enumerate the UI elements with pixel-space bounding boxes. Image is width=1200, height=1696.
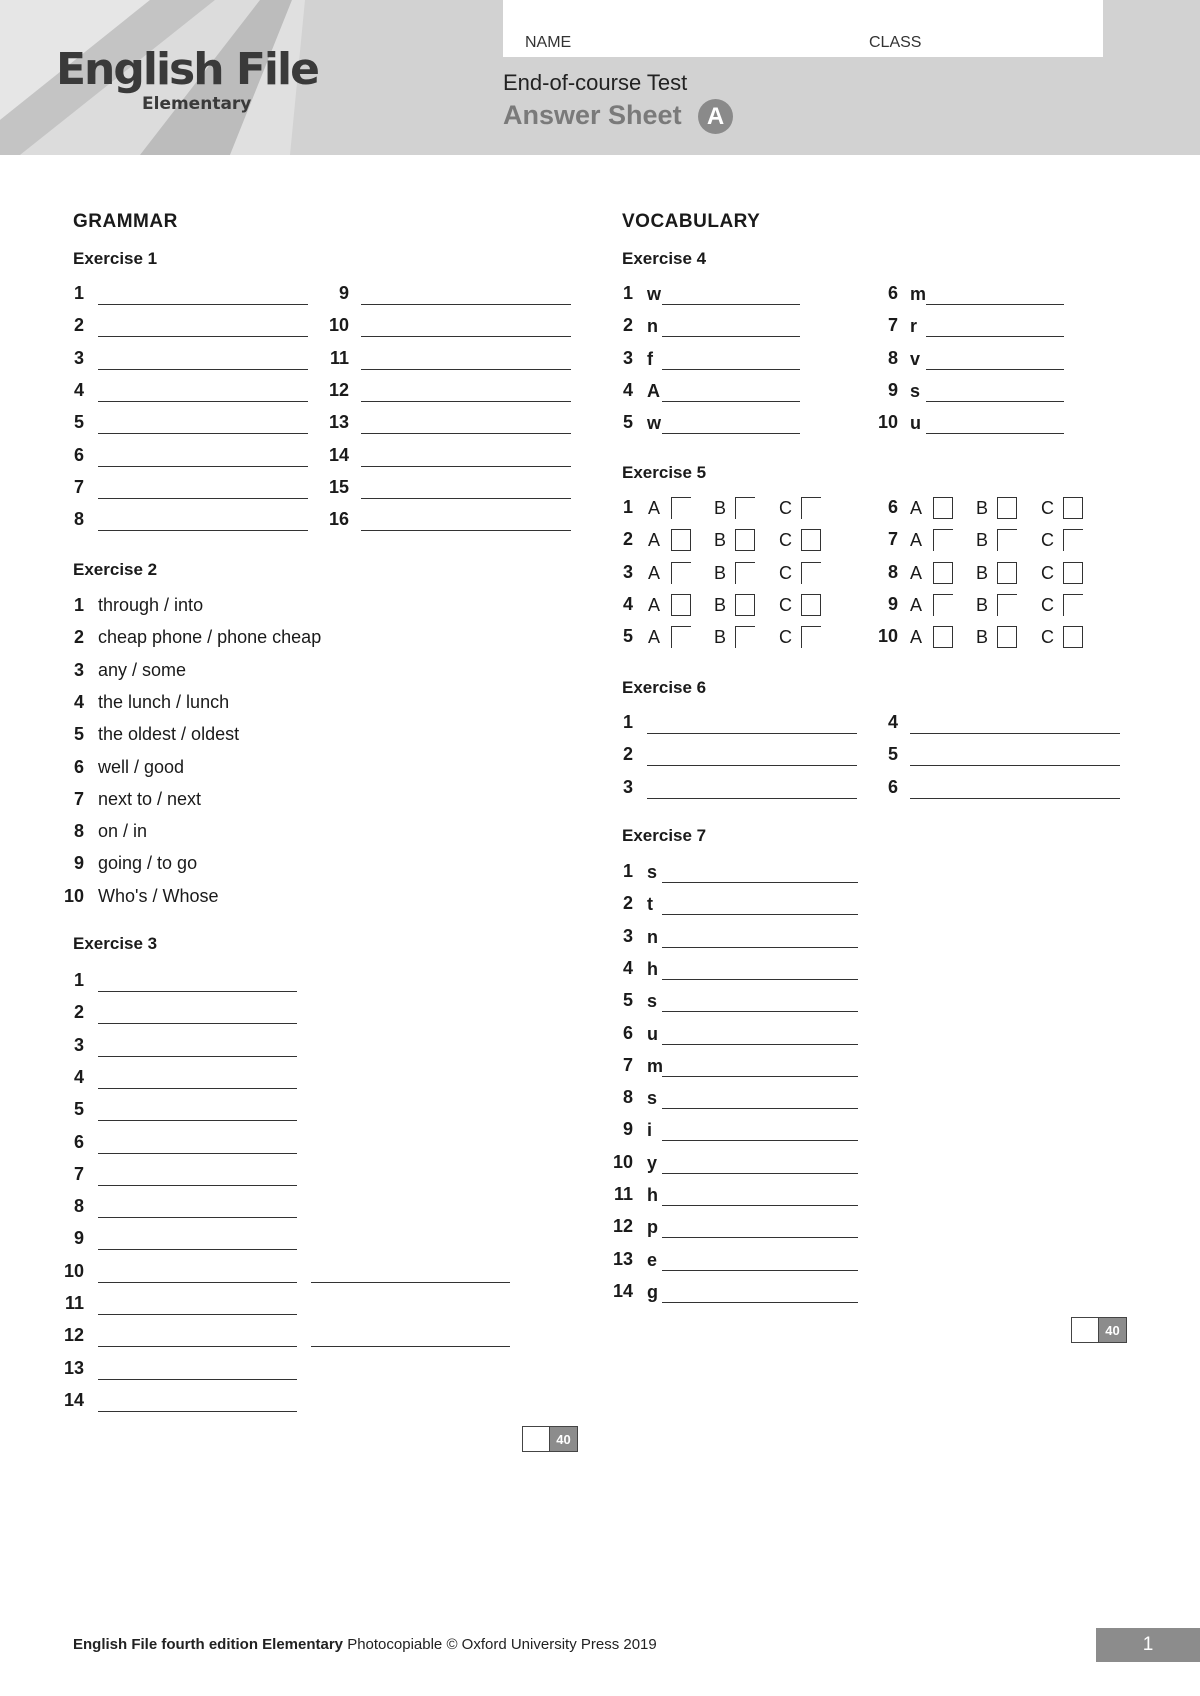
- answer-checkbox[interactable]: [801, 529, 821, 551]
- test-title: End-of-course Test: [503, 70, 688, 95]
- answer-checkbox[interactable]: [1063, 529, 1083, 551]
- item-number: 12: [612, 1216, 633, 1237]
- item-number: 10: [877, 626, 898, 647]
- answer-checkbox[interactable]: [735, 497, 755, 519]
- item-number: 1: [622, 497, 633, 517]
- score-total: 40: [550, 1426, 578, 1452]
- item-number: 11: [329, 347, 349, 368]
- answer-line[interactable]: [361, 401, 571, 402]
- item-number: 8: [73, 1196, 84, 1217]
- answer-checkbox[interactable]: [671, 529, 691, 551]
- answer-line[interactable]: [662, 1076, 858, 1077]
- answer-checkbox[interactable]: [1063, 626, 1083, 648]
- option-letter: A: [648, 594, 661, 615]
- first-letter: e: [647, 1249, 658, 1270]
- item-number: 13: [63, 1357, 84, 1378]
- answer-line[interactable]: [98, 1282, 297, 1283]
- item-number: 9: [73, 853, 84, 874]
- logo-title: English File: [56, 44, 318, 95]
- item-number: 12: [63, 1325, 84, 1346]
- answer-line[interactable]: [662, 1140, 858, 1141]
- answer-line[interactable]: [361, 433, 571, 434]
- answer-checkbox[interactable]: [671, 626, 691, 648]
- option-letter: B: [714, 562, 727, 583]
- item-number: 6: [622, 1022, 633, 1043]
- option-letter: B: [714, 627, 727, 648]
- item-number: 5: [622, 990, 633, 1011]
- option-letter: C: [1041, 627, 1054, 648]
- answer-checkbox[interactable]: [933, 497, 953, 519]
- item-number: 10: [877, 412, 898, 433]
- item-number: 9: [338, 283, 349, 303]
- answer-line[interactable]: [361, 530, 571, 531]
- item-number: 9: [622, 1119, 633, 1140]
- answer-line[interactable]: [98, 1120, 297, 1121]
- item-number: 5: [887, 744, 898, 765]
- answer-line[interactable]: [98, 1249, 297, 1250]
- option-letter: B: [976, 530, 989, 551]
- answer-checkbox[interactable]: [997, 497, 1017, 519]
- answer-line[interactable]: [926, 336, 1064, 337]
- answer-line[interactable]: [98, 336, 308, 337]
- item-number: 10: [612, 1151, 633, 1172]
- item-number: 3: [622, 561, 633, 582]
- footer-book: English File fourth edition Elementary: [73, 1636, 344, 1653]
- answer-checkbox[interactable]: [933, 529, 953, 551]
- answer-line[interactable]: [98, 369, 308, 370]
- exercise-1-title: Exercise 1: [73, 249, 158, 268]
- item-number: 4: [73, 379, 84, 400]
- option-pair[interactable]: Who's / Whose: [98, 885, 219, 906]
- exercise-2-title: Exercise 2: [73, 560, 158, 579]
- option-letter: C: [779, 562, 792, 583]
- option-letter: A: [648, 530, 661, 551]
- item-number: 9: [73, 1228, 84, 1249]
- item-number: 9: [887, 379, 898, 400]
- item-number: 5: [622, 626, 633, 647]
- answer-line[interactable]: [662, 979, 858, 980]
- answer-line[interactable]: [361, 498, 571, 499]
- answer-checkbox[interactable]: [671, 594, 691, 616]
- answer-checkbox[interactable]: [933, 626, 953, 648]
- item-number: 7: [73, 476, 84, 497]
- option-letter: A: [648, 498, 661, 518]
- option-letter: B: [976, 594, 989, 615]
- item-number: 8: [887, 561, 898, 582]
- item-number: 1: [73, 595, 84, 615]
- answer-line[interactable]: [647, 798, 857, 799]
- first-letter: n: [647, 926, 658, 947]
- answer-line[interactable]: [98, 1056, 297, 1057]
- option-pair[interactable]: through / into: [98, 595, 204, 615]
- class-label: CLASS: [869, 34, 922, 51]
- answer-line[interactable]: [98, 1411, 297, 1412]
- item-number: 2: [622, 315, 633, 336]
- option-pair[interactable]: well / good: [98, 756, 185, 777]
- item-number: 7: [73, 788, 84, 809]
- answer-line[interactable]: [98, 1185, 297, 1186]
- item-number: 3: [73, 1034, 84, 1055]
- first-letter: y: [647, 1152, 658, 1173]
- first-letter: v: [910, 348, 921, 369]
- answer-checkbox[interactable]: [933, 562, 953, 584]
- item-number: 6: [73, 444, 84, 465]
- item-number: 6: [73, 756, 84, 777]
- first-letter: f: [647, 348, 653, 369]
- first-letter: s: [647, 991, 658, 1012]
- page-number: 1: [1096, 1628, 1200, 1662]
- option-letter: B: [976, 627, 989, 648]
- answer-line[interactable]: [98, 401, 308, 402]
- answer-line[interactable]: [910, 798, 1120, 799]
- first-letter: A: [647, 380, 660, 401]
- item-number: 6: [887, 497, 898, 517]
- score-input[interactable]: [522, 1426, 550, 1452]
- item-number: 9: [887, 593, 898, 614]
- answer-line[interactable]: [647, 733, 857, 734]
- answer-line[interactable]: [662, 336, 800, 337]
- first-letter: h: [647, 958, 658, 979]
- first-letter: i: [647, 1120, 653, 1141]
- item-number: 2: [622, 744, 633, 765]
- grammar-title: GRAMMAR: [73, 211, 178, 232]
- item-number: 3: [622, 776, 633, 797]
- answer-line[interactable]: [361, 336, 571, 337]
- item-number: 7: [887, 315, 898, 336]
- item-number: 3: [73, 347, 84, 368]
- item-number: 5: [73, 412, 84, 433]
- item-number: 4: [887, 712, 898, 732]
- score-total: 40: [1099, 1317, 1127, 1343]
- answer-line[interactable]: [361, 466, 571, 467]
- option-letter: C: [1041, 562, 1054, 583]
- answer-line[interactable]: [98, 530, 308, 531]
- answer-checkbox[interactable]: [735, 594, 755, 616]
- option-letter: C: [1041, 530, 1054, 551]
- answer-line[interactable]: [662, 1270, 858, 1271]
- answer-sheet-title: Answer Sheet: [503, 100, 682, 130]
- item-number: 3: [622, 347, 633, 368]
- answer-line[interactable]: [662, 1237, 858, 1238]
- name-class-bar: [503, 0, 1103, 57]
- answer-checkbox[interactable]: [735, 562, 755, 584]
- answer-checkbox[interactable]: [997, 562, 1017, 584]
- answer-checkbox[interactable]: [671, 497, 691, 519]
- answer-checkbox[interactable]: [671, 562, 691, 584]
- answer-line[interactable]: [98, 991, 297, 992]
- item-number: 1: [622, 283, 633, 303]
- option-letter: C: [1041, 594, 1054, 615]
- answer-line[interactable]: [662, 1302, 858, 1303]
- option-letter: B: [976, 562, 989, 583]
- answer-checkbox[interactable]: [1063, 562, 1083, 584]
- item-number: 4: [73, 691, 84, 712]
- item-number: 16: [328, 509, 349, 530]
- first-letter: r: [910, 316, 918, 337]
- answer-line[interactable]: [926, 401, 1064, 402]
- first-letter: m: [647, 1055, 664, 1076]
- option-pair[interactable]: the lunch / lunch: [98, 691, 230, 712]
- first-letter: n: [647, 316, 658, 337]
- answer-line[interactable]: [311, 1282, 510, 1283]
- name-label: NAME: [525, 34, 572, 51]
- answer-checkbox[interactable]: [801, 562, 821, 584]
- answer-line[interactable]: [662, 882, 858, 883]
- answer-checkbox[interactable]: [1063, 594, 1083, 616]
- item-number: 6: [887, 283, 898, 303]
- answer-checkbox[interactable]: [735, 626, 755, 648]
- answer-line[interactable]: [662, 433, 800, 434]
- answer-line[interactable]: [361, 369, 571, 370]
- option-letter: C: [779, 627, 792, 648]
- version-badge: A: [698, 99, 733, 134]
- first-letter: s: [647, 1088, 658, 1109]
- answer-checkbox[interactable]: [997, 626, 1017, 648]
- item-number: 15: [328, 476, 349, 497]
- item-number: 1: [73, 970, 84, 990]
- answer-checkbox[interactable]: [735, 529, 755, 551]
- answer-checkbox[interactable]: [801, 626, 821, 648]
- answer-line[interactable]: [98, 1153, 297, 1154]
- first-letter: t: [647, 894, 653, 915]
- item-number: 14: [63, 1389, 84, 1410]
- option-letter: A: [910, 530, 923, 551]
- item-number: 13: [328, 412, 349, 433]
- exercise-5-title: Exercise 5: [622, 463, 707, 482]
- exercise-7-title: Exercise 7: [622, 826, 707, 845]
- answer-line[interactable]: [926, 369, 1064, 370]
- exercise-6-title: Exercise 6: [622, 678, 707, 697]
- score-input[interactable]: [1071, 1317, 1099, 1343]
- item-number: 14: [328, 444, 349, 465]
- item-number: 10: [63, 1260, 84, 1281]
- first-letter: s: [910, 380, 921, 401]
- answer-checkbox[interactable]: [1063, 497, 1083, 519]
- logo: [56, 44, 318, 114]
- option-pair[interactable]: the oldest / oldest: [98, 724, 240, 745]
- first-letter: h: [647, 1185, 658, 1205]
- first-letter: w: [647, 413, 662, 434]
- item-number: 5: [73, 724, 84, 745]
- item-number: 10: [63, 885, 84, 906]
- item-number: 8: [622, 1087, 633, 1108]
- option-letter: C: [779, 530, 792, 551]
- item-number: 2: [73, 315, 84, 336]
- item-number: 1: [622, 861, 633, 881]
- option-letter: A: [910, 562, 923, 583]
- answer-checkbox[interactable]: [997, 529, 1017, 551]
- answer-line[interactable]: [662, 1108, 858, 1109]
- answer-line[interactable]: [98, 304, 308, 305]
- answer-line[interactable]: [98, 1314, 297, 1315]
- answer-line[interactable]: [662, 947, 858, 948]
- answer-line[interactable]: [662, 1205, 858, 1206]
- item-number: 13: [612, 1248, 633, 1269]
- item-number: 8: [887, 347, 898, 368]
- answer-line[interactable]: [311, 1346, 510, 1347]
- answer-line[interactable]: [926, 304, 1064, 305]
- answer-line[interactable]: [910, 765, 1120, 766]
- option-letter: C: [779, 498, 792, 518]
- option-letter: A: [910, 594, 923, 615]
- answer-line[interactable]: [662, 369, 800, 370]
- answer-line[interactable]: [910, 733, 1120, 734]
- item-number: 2: [622, 529, 633, 550]
- item-number: 3: [622, 925, 633, 946]
- footer-copyright: Photocopiable © Oxford University Press 2019: [343, 1636, 657, 1653]
- answer-checkbox[interactable]: [997, 594, 1017, 616]
- item-number: 1: [73, 283, 84, 303]
- option-pair[interactable]: next to / next: [98, 788, 202, 809]
- grammar-score-box[interactable]: [522, 1426, 578, 1452]
- item-number: 10: [328, 315, 349, 336]
- exercise-4-title: Exercise 4: [622, 249, 707, 268]
- footer-text: [73, 1636, 657, 1653]
- answer-line[interactable]: [98, 1217, 297, 1218]
- option-pair[interactable]: any / some: [98, 659, 187, 680]
- answer-checkbox[interactable]: [801, 594, 821, 616]
- item-number: 4: [73, 1066, 84, 1087]
- vocabulary-score-box[interactable]: [1071, 1317, 1127, 1343]
- answer-line[interactable]: [647, 765, 857, 766]
- answer-line[interactable]: [662, 304, 800, 305]
- item-number: 6: [887, 776, 898, 797]
- first-letter: u: [910, 413, 921, 434]
- first-letter: w: [647, 284, 662, 304]
- option-letter: A: [648, 627, 661, 648]
- page-header: [0, 0, 1200, 155]
- item-number: 11: [64, 1293, 84, 1313]
- answer-line[interactable]: [662, 1011, 858, 1012]
- option-letter: C: [779, 594, 792, 615]
- option-letter: C: [1041, 498, 1054, 518]
- answer-checkbox[interactable]: [801, 497, 821, 519]
- item-number: 5: [73, 1099, 84, 1120]
- item-number: 8: [73, 509, 84, 530]
- item-number: 7: [622, 1054, 633, 1075]
- item-number: 14: [612, 1280, 633, 1301]
- answer-line[interactable]: [98, 1379, 297, 1380]
- answer-line[interactable]: [662, 1044, 858, 1045]
- item-number: 2: [73, 627, 84, 648]
- answer-line[interactable]: [98, 1346, 297, 1347]
- item-number: 4: [622, 593, 633, 614]
- answer-line[interactable]: [98, 498, 308, 499]
- item-number: 5: [622, 412, 633, 433]
- item-number: 8: [73, 821, 84, 842]
- option-pair[interactable]: going / to go: [98, 853, 198, 874]
- answer-line[interactable]: [98, 433, 308, 434]
- item-number: 4: [622, 379, 633, 400]
- option-letter: B: [714, 530, 727, 551]
- first-letter: g: [647, 1281, 658, 1302]
- exercise-3-title: Exercise 3: [73, 934, 158, 953]
- first-letter: s: [647, 862, 658, 882]
- answer-checkbox[interactable]: [933, 594, 953, 616]
- first-letter: u: [647, 1023, 658, 1044]
- first-letter: p: [647, 1217, 658, 1238]
- logo-subtitle: Elementary: [142, 94, 252, 114]
- answer-line[interactable]: [926, 433, 1064, 434]
- answer-line[interactable]: [662, 914, 858, 915]
- item-number: 6: [73, 1131, 84, 1152]
- option-letter: A: [910, 627, 923, 648]
- answer-line[interactable]: [662, 401, 800, 402]
- answer-line[interactable]: [98, 1088, 297, 1089]
- item-number: 4: [622, 957, 633, 978]
- first-letter: m: [910, 284, 927, 304]
- item-number: 1: [622, 712, 633, 732]
- option-letter: A: [910, 498, 923, 518]
- item-number: 3: [73, 659, 84, 680]
- option-letter: B: [714, 594, 727, 615]
- item-number: 7: [887, 529, 898, 550]
- item-number: 2: [622, 893, 633, 914]
- option-letter: B: [976, 498, 989, 518]
- item-number: 12: [328, 379, 349, 400]
- option-pair[interactable]: cheap phone / phone cheap: [98, 627, 322, 648]
- option-pair[interactable]: on / in: [98, 821, 148, 842]
- answer-line[interactable]: [662, 1173, 858, 1174]
- answer-line[interactable]: [98, 1023, 297, 1024]
- item-number: 11: [613, 1184, 633, 1204]
- answer-line[interactable]: [361, 304, 571, 305]
- item-number: 7: [73, 1163, 84, 1184]
- answer-line[interactable]: [98, 466, 308, 467]
- vocabulary-title: VOCABULARY: [622, 211, 761, 232]
- item-number: 2: [73, 1002, 84, 1023]
- option-letter: B: [714, 498, 727, 518]
- option-letter: A: [648, 562, 661, 583]
